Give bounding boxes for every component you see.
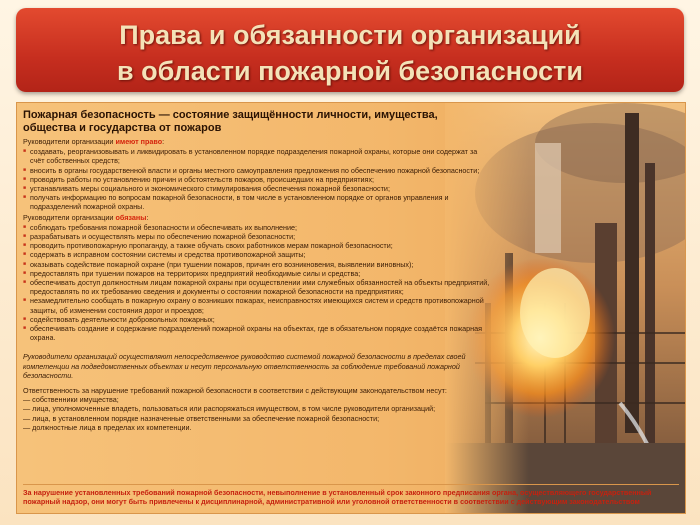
- responsibility-item: — лица, в установленном порядке назначенные ответственными за обеспечение пожарной безопасности;: [23, 413, 380, 423]
- list-item: ■ оказывать содействие пожарной охране (при тушении пожаров, причин его возникновения, выявлении виновных);: [23, 260, 493, 269]
- duties-highlight: обязаны: [115, 212, 147, 222]
- duties-intro-prefix: Руководители организации: [23, 212, 116, 222]
- definition: Пожарная безопасность — состояние защищённости личности, имущества, общества и государства от пожаров: [23, 109, 438, 134]
- list-item: ■ содействовать деятельности добровольных пожарных;: [23, 315, 493, 324]
- list-item: ■ незамедлительно сообщать в пожарную охрану о возникших пожарах, неисправностях имеющихся систем и средств противопожарной защиты, об изменении состояния дорог и проездов;: [23, 296, 493, 314]
- responsibility-item: — должностные лица в пределах их компетенции.: [23, 422, 192, 432]
- rights-intro-prefix: Руководители организации: [23, 137, 116, 146]
- content-text: [23, 109, 493, 432]
- list-item: ■ соблюдать требования пожарной безопасности и обеспечивать их выполнение;: [23, 223, 493, 232]
- title-banner: [16, 8, 684, 92]
- content-panel: [16, 102, 686, 514]
- rights-highlight: имеют право: [115, 137, 163, 146]
- rights-intro-suffix: :: [162, 137, 165, 146]
- rights-list: [23, 147, 493, 211]
- list-item: ■ устанавливать меры социального и экономического стимулирования обеспечения пожарной безопасности;: [23, 184, 493, 193]
- title-line-2: в области пожарной безопасности: [117, 56, 583, 86]
- duties-intro: [23, 213, 493, 222]
- responsibility-intro: Ответственность за нарушение требований пожарной безопасности в соответствии с действующим законодательством несут:: [23, 386, 447, 396]
- responsibility-list: [23, 395, 493, 432]
- footer-warning: За нарушение установленных требований пожарной безопасности, невыполнение в установленный срок законного предписания органа, осуществляющего государственный пожарный надзор, они могут быть привлечены к дисциплинарной, административной или уголовной ответственности в соответствии с действующим законодательством: [23, 484, 679, 507]
- list-item: ■ разрабатывать и осуществлять меры по обеспечению пожарной безопасности;: [23, 232, 493, 241]
- list-item: ■ проводить противопожарную пропаганду, а также обучать своих работников мерам пожарной безопасности;: [23, 241, 493, 250]
- title-line-1: Права и обязанности организаций: [119, 20, 581, 50]
- responsibility-item: — собственники имущества;: [23, 395, 119, 405]
- duties-list: [23, 223, 493, 343]
- list-item: ■ получать информацию по вопросам пожарной безопасности, в том числе в установленном порядке от органов управления и подразделений пожарной охраны.: [23, 193, 493, 211]
- responsibility-item: — лица, уполномоченные владеть, пользоваться или распоряжаться имуществом, в том числе руководители организаций;: [23, 404, 436, 414]
- list-item: ■ предоставлять при тушении пожаров на территориях предприятий необходимые силы и средства;: [23, 269, 493, 278]
- duties-intro-suffix: :: [146, 212, 149, 222]
- list-item: ■ обеспечивать создание и содержание подразделений пожарной охраны на объектах, где в обязательном порядке создаётся пожарная охрана.: [23, 324, 493, 342]
- list-item: ■ проводить работы по установлению причин и обстоятельств пожаров, происшедших на предприятиях;: [23, 175, 493, 184]
- management-note: Руководители организаций осуществляют непосредственное руководство системой пожарной безопасности в пределах своей компетенции на подведомственных объектах и несут персональную ответственность за соблюдение требований пожарной безопасности.: [23, 352, 466, 380]
- list-item: ■ обеспечивать доступ должностным лицам пожарной охраны при осуществлении ими служебных обязанностей на объекты предприятий, предоставлять по их требованию сведения и документы о состоянии пожарной безопасности на предприятиях;: [23, 278, 493, 296]
- list-item: ■ вносить в органы государственной власти и органы местного самоуправления предложения по обеспечению пожарной безопасности;: [23, 166, 493, 175]
- list-item: ■ содержать в исправном состоянии системы и средства противопожарной защиты;: [23, 250, 493, 259]
- list-item: ■ создавать, реорганизовывать и ликвидировать в установленном порядке подразделения пожарной охраны, которые они содержат за счёт собственных средств;: [23, 147, 493, 165]
- rights-intro: [23, 137, 493, 146]
